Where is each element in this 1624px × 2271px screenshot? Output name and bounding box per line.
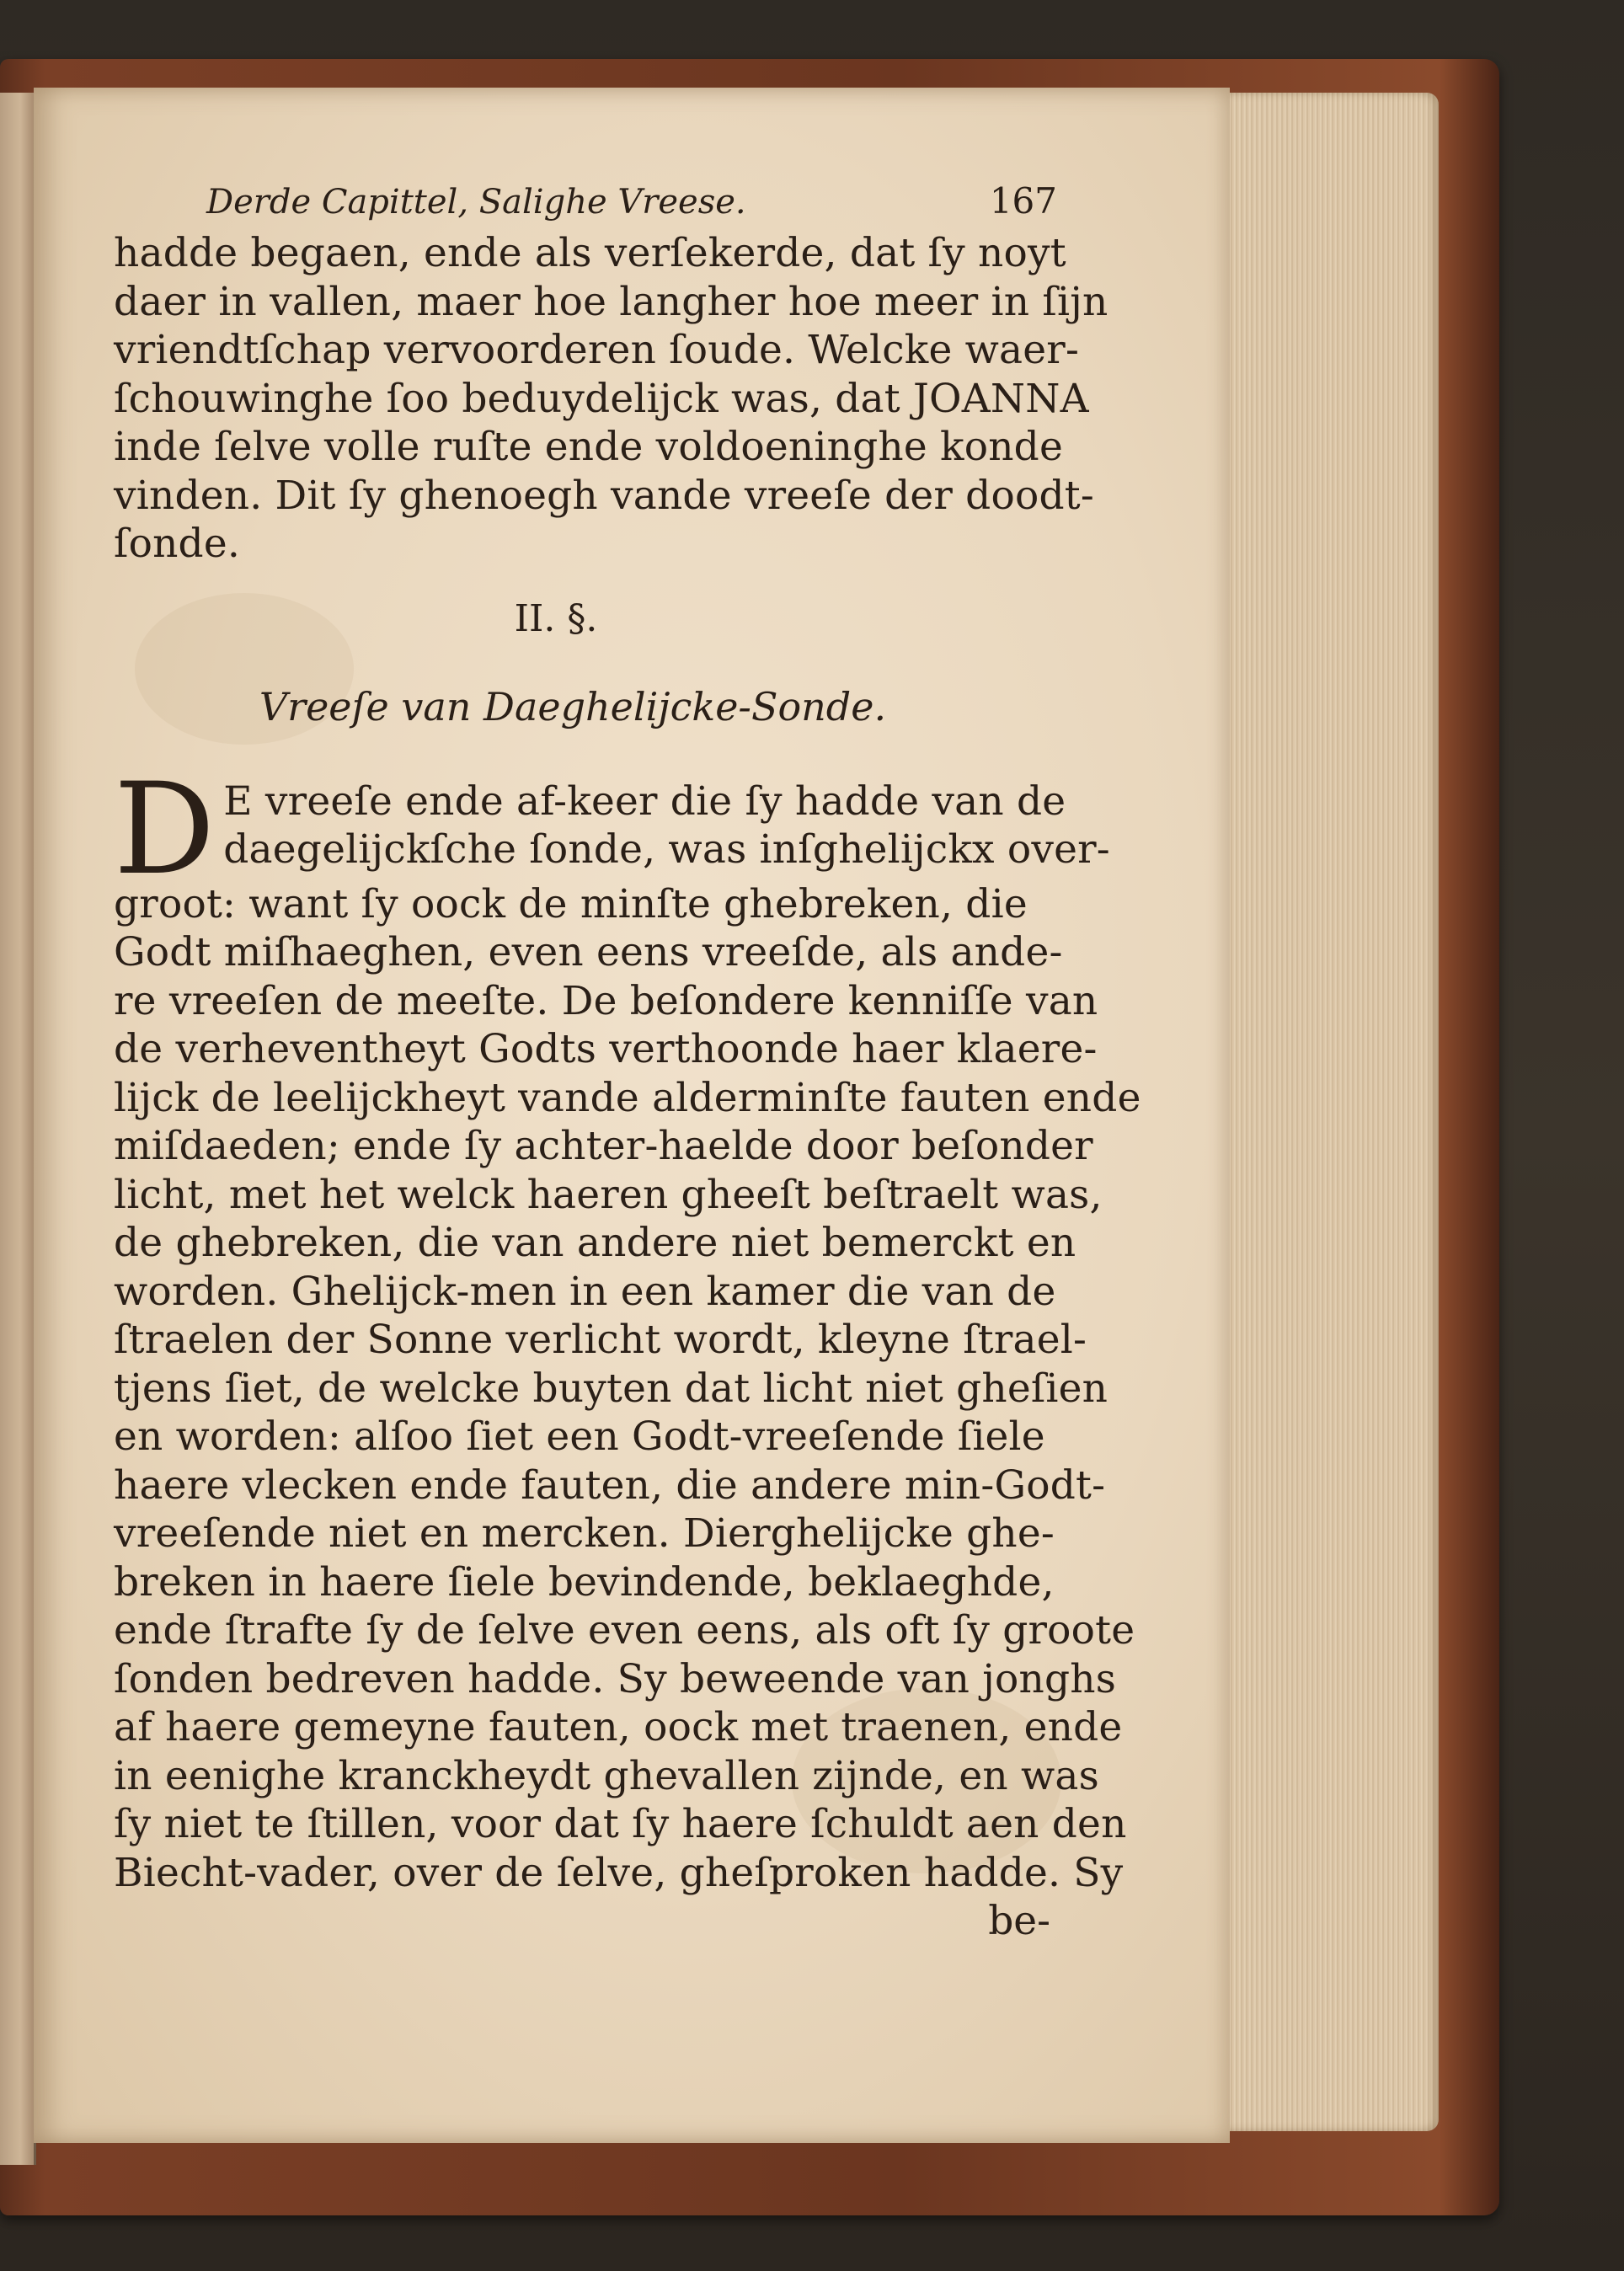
- running-head: [114, 180, 1066, 229]
- paragraph-lines: [114, 880, 1141, 1898]
- text-line: daer in vallen, maer hoe langher hoe meer in ſijn: [114, 278, 1108, 325]
- text-line: tjens ſiet, de welcke buyten dat licht niet gheſien: [114, 1365, 1108, 1412]
- text-line: miſdaeden; ende ſy achter-haelde door beſonder: [114, 1123, 1093, 1169]
- text-line: inde ſelve volle ruſte ende voldoeninghe konde: [114, 424, 1063, 470]
- text-line: vreeſende niet en mercken. Dierghelijcke ghe-: [114, 1510, 1055, 1557]
- page-number: 167: [989, 180, 1057, 222]
- text-line: ſchouwinghe ſoo beduydelijck was, dat JOANNA: [114, 375, 1089, 422]
- drop-cap-lines: [114, 777, 1110, 874]
- section-title: Vreeſe van Daeghelijcke-Sonde.: [259, 683, 887, 729]
- left-page-edge: [0, 93, 36, 2165]
- text-line: in eenighe kranckheydt ghevallen zijnde, en was: [114, 1752, 1099, 1799]
- text-line: ſonden bedreven hadde. Sy beweende van jonghs: [114, 1655, 1117, 1702]
- running-head-title: Derde Capittel, Salighe Vreese.: [206, 183, 746, 222]
- text-line: groot: want ſy oock de minſte ghebreken, die: [114, 880, 1028, 927]
- text-line: af haere gemeyne fauten, oock met traenen, ende: [114, 1704, 1123, 1750]
- text-line: breken in haere ſiele bevindende, beklaeghde,: [114, 1558, 1055, 1606]
- text-line: licht, met het welck haeren gheeſt beſtraelt was,: [114, 1171, 1103, 1218]
- continued-text: [114, 229, 1108, 569]
- section-number: II. §.: [514, 596, 598, 640]
- text-line: re vreeſen de meeſte. De beſondere kenniſſe van: [114, 977, 1098, 1024]
- paragraph: [114, 756, 1141, 1898]
- text-block: [114, 180, 1141, 1946]
- text-line: hadde begaen, ende als verſekerde, dat ſy noyt: [114, 230, 1066, 276]
- text-line: Godt miſhaeghen, even eens vreeſde, als ande-: [114, 929, 1063, 975]
- catchword: be-: [988, 1898, 1050, 1944]
- text-line: ſtraelen der Sonne verlicht wordt, kleyne ſtrael-: [114, 1317, 1087, 1363]
- text-line: en worden: alſoo ſiet een Godt-vreeſende ſiele: [114, 1413, 1045, 1460]
- text-line: haere vlecken ende fauten, die andere min-Godt-: [114, 1461, 1106, 1509]
- drop-cap: D: [114, 756, 216, 903]
- text-line: E vreeſe ende af-keer die ſy hadde van de: [223, 777, 1066, 825]
- text-line: vriendtſchap vervoorderen ſoude. Welcke waer-: [114, 327, 1080, 373]
- text-line: lijck de leelijckheyt vande alderminſte fauten ende: [114, 1074, 1141, 1121]
- text-line: de verheventheyt Godts verthoonde haer klaere-: [114, 1026, 1098, 1072]
- text-line: vinden. Dit ſy ghenoegh vande vreeſe der doodt-: [114, 472, 1094, 519]
- text-line: Biecht-vader, over de ſelve, gheſproken hadde. Sy: [114, 1849, 1124, 1896]
- text-line: worden. Ghelijck-men in een kamer die van de: [114, 1268, 1056, 1315]
- book-page: [34, 88, 1230, 2143]
- page-fore-edge: [1228, 93, 1439, 2131]
- text-line: daegelijckſche ſonde, was inſghelijckx over-: [223, 826, 1110, 873]
- text-line: ſonde.: [114, 521, 241, 567]
- text-line: ende ſtrafte ſy de ſelve even eens, als oft ſy groote: [114, 1607, 1135, 1654]
- text-line: ſy niet te ſtillen, voor dat ſy haere ſchuldt aen den: [114, 1801, 1127, 1847]
- text-line: de ghebreken, die van andere niet bemerckt en: [114, 1220, 1076, 1266]
